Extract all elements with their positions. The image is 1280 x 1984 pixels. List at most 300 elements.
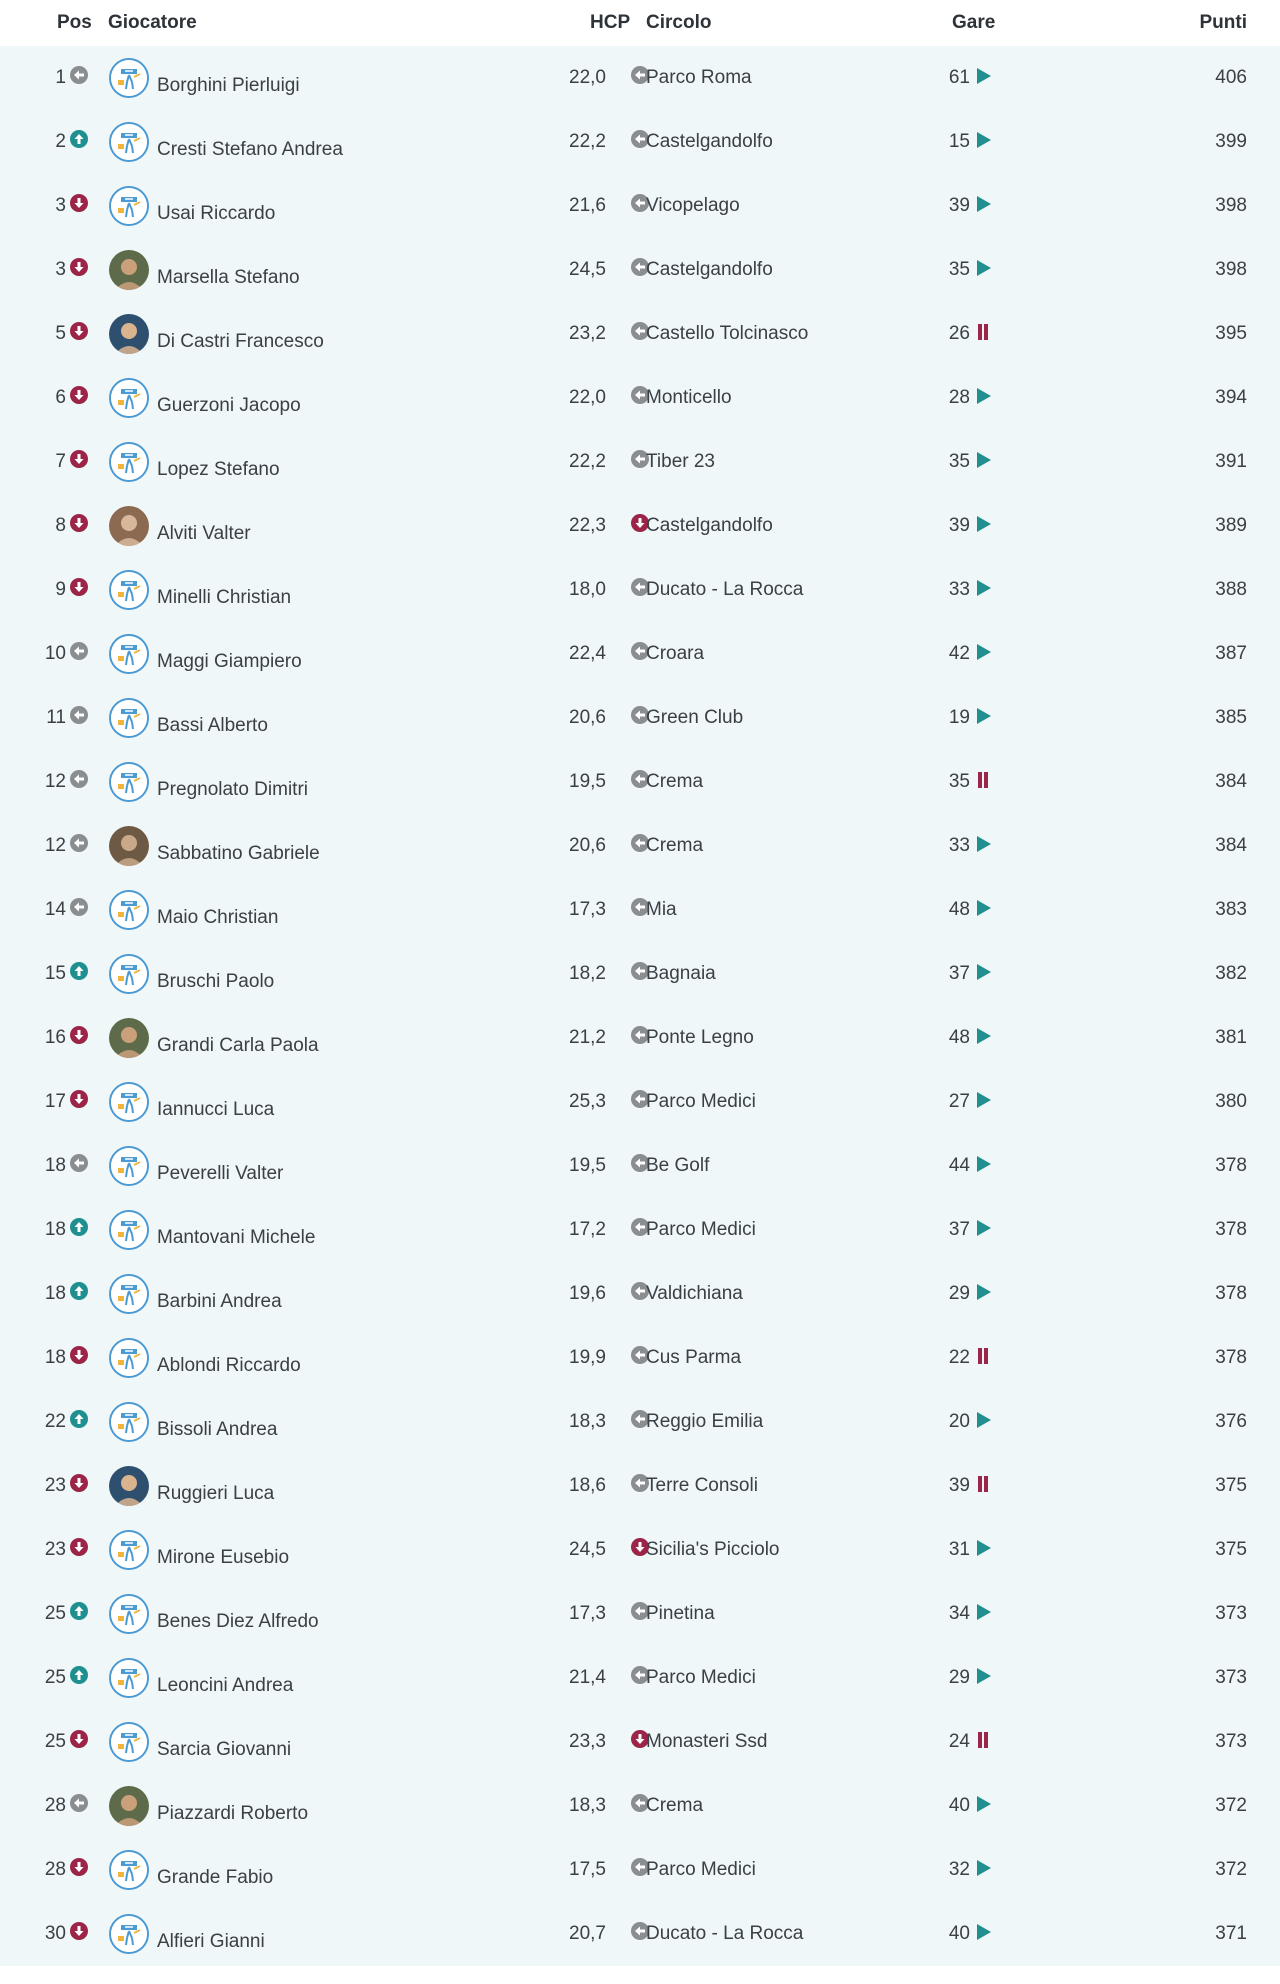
position-trend-icon	[70, 1154, 88, 1172]
row-gare: 39	[948, 515, 970, 536]
row-hcp: 22,4	[569, 643, 606, 664]
player-name[interactable]: Grande Fabio	[157, 1867, 274, 1888]
pause-icon[interactable]	[976, 1347, 990, 1365]
row-club: Pinetina	[646, 1603, 715, 1624]
row-points: 376	[1215, 1411, 1247, 1432]
avatar-logo[interactable]	[109, 1402, 149, 1442]
row-hcp: 24,5	[569, 1539, 606, 1560]
row-club: Crema	[646, 835, 704, 856]
row-hcp: 22,3	[569, 515, 606, 536]
row-position: 10	[44, 643, 66, 664]
row-position: 6	[55, 387, 66, 408]
row-gare: 37	[948, 1219, 970, 1240]
row-position: 17	[44, 1091, 66, 1112]
row-position: 25	[44, 1667, 66, 1688]
table-row[interactable]	[0, 1454, 1280, 1518]
play-icon[interactable]	[976, 259, 992, 277]
position-trend-icon	[70, 962, 88, 980]
play-icon[interactable]	[976, 707, 992, 725]
avatar-logo[interactable]	[109, 186, 149, 226]
row-club: Mia	[646, 899, 677, 920]
row-hcp: 18,3	[569, 1411, 606, 1432]
pause-icon[interactable]	[976, 1475, 990, 1493]
position-trend-icon	[70, 1282, 88, 1300]
avatar-logo[interactable]	[109, 1530, 149, 1570]
position-trend-icon	[70, 1858, 88, 1876]
row-position: 25	[44, 1603, 66, 1624]
avatar-logo[interactable]	[109, 634, 149, 674]
row-hcp: 17,3	[569, 899, 606, 920]
play-icon[interactable]	[976, 643, 992, 661]
row-hcp: 17,3	[569, 1603, 606, 1624]
row-club: Monasteri Ssd	[646, 1731, 768, 1752]
row-gare: 22	[948, 1347, 970, 1368]
header-gare[interactable]: Gare	[952, 12, 996, 33]
position-trend-icon	[70, 1346, 88, 1364]
row-club: Castello Tolcinasco	[646, 323, 809, 344]
table-row[interactable]	[0, 1710, 1280, 1774]
row-gare: 19	[948, 707, 970, 728]
play-icon[interactable]	[976, 1859, 992, 1877]
row-club: Be Golf	[646, 1155, 710, 1176]
row-gare: 39	[948, 195, 970, 216]
row-gare: 31	[948, 1539, 970, 1560]
row-position: 18	[44, 1155, 66, 1176]
player-name[interactable]: Peverelli Valter	[157, 1163, 284, 1184]
row-hcp: 21,4	[569, 1667, 606, 1688]
position-trend-icon	[70, 770, 88, 788]
play-icon[interactable]	[976, 963, 992, 981]
row-club: Castelgandolfo	[646, 259, 773, 280]
position-trend-icon	[70, 1794, 88, 1812]
row-points: 382	[1215, 963, 1247, 984]
row-points: 385	[1215, 707, 1247, 728]
row-club: Ducato - La Rocca	[646, 1923, 804, 1944]
avatar-logo[interactable]	[109, 890, 149, 930]
row-points: 378	[1215, 1347, 1247, 1368]
position-trend-icon	[70, 1538, 88, 1556]
row-points: 380	[1215, 1091, 1247, 1112]
row-club: Parco Medici	[646, 1667, 756, 1688]
play-icon[interactable]	[976, 1923, 992, 1941]
avatar-logo[interactable]	[109, 1210, 149, 1250]
play-icon[interactable]	[976, 387, 992, 405]
row-points: 378	[1215, 1219, 1247, 1240]
row-gare: 27	[948, 1091, 970, 1112]
avatar-logo[interactable]	[109, 1850, 149, 1890]
row-hcp: 24,5	[569, 259, 606, 280]
row-points: 372	[1215, 1795, 1247, 1816]
table-row[interactable]	[0, 622, 1280, 686]
position-trend-icon	[70, 1474, 88, 1492]
row-points: 375	[1215, 1475, 1247, 1496]
row-points: 391	[1215, 451, 1247, 472]
table-row[interactable]	[0, 1774, 1280, 1838]
play-icon[interactable]	[976, 1155, 992, 1173]
play-icon[interactable]	[976, 579, 992, 597]
row-position: 1	[55, 67, 66, 88]
row-points: 381	[1215, 1027, 1247, 1048]
avatar-photo[interactable]	[109, 506, 149, 546]
row-points: 384	[1215, 835, 1247, 856]
row-club: Bagnaia	[646, 963, 716, 984]
row-gare: 42	[948, 643, 970, 664]
table-row[interactable]	[0, 558, 1280, 622]
play-icon[interactable]	[976, 1027, 992, 1045]
table-row[interactable]	[0, 750, 1280, 814]
row-club: Tiber 23	[646, 451, 715, 472]
row-points: 372	[1215, 1859, 1247, 1880]
position-trend-icon	[70, 1218, 88, 1236]
header-pos[interactable]: Pos	[57, 12, 92, 33]
row-hcp: 23,2	[569, 323, 606, 344]
table-row[interactable]	[0, 366, 1280, 430]
table-row[interactable]	[0, 686, 1280, 750]
avatar-logo[interactable]	[109, 1338, 149, 1378]
table-row[interactable]	[0, 1134, 1280, 1198]
play-icon[interactable]	[976, 1539, 992, 1557]
row-position: 9	[55, 579, 66, 600]
position-trend-icon	[70, 66, 88, 84]
row-gare: 35	[948, 451, 970, 472]
table-row[interactable]	[0, 174, 1280, 238]
row-position: 12	[44, 835, 66, 856]
header-punti[interactable]: Punti	[1199, 12, 1247, 33]
row-club: Vicopelago	[646, 195, 740, 216]
row-hcp: 21,6	[569, 195, 606, 216]
player-name[interactable]: Mirone Eusebio	[157, 1547, 290, 1568]
row-position: 2	[55, 131, 66, 152]
play-icon[interactable]	[976, 195, 992, 213]
player-name[interactable]: Sabbatino Gabriele	[157, 843, 320, 864]
row-points: 373	[1215, 1731, 1247, 1752]
pause-icon[interactable]	[976, 771, 990, 789]
player-name[interactable]: Alviti Valter	[157, 523, 251, 544]
table-row[interactable]	[0, 878, 1280, 942]
player-name[interactable]: Sarcia Giovanni	[157, 1739, 292, 1760]
row-club: Sicilia's Picciolo	[646, 1539, 780, 1560]
player-name[interactable]: Benes Diez Alfredo	[157, 1611, 319, 1632]
row-gare: 48	[948, 1027, 970, 1048]
row-club: Monticello	[646, 387, 732, 408]
table-row[interactable]	[0, 1838, 1280, 1902]
row-hcp: 17,5	[569, 1859, 606, 1880]
row-gare: 37	[948, 963, 970, 984]
header-club[interactable]: Circolo	[646, 12, 712, 33]
row-points: 387	[1215, 643, 1247, 664]
row-hcp: 22,0	[569, 387, 606, 408]
row-hcp: 22,2	[569, 131, 606, 152]
table-row[interactable]	[0, 1518, 1280, 1582]
row-gare: 32	[948, 1859, 970, 1880]
row-club: Green Club	[646, 707, 744, 728]
avatar-logo[interactable]	[109, 122, 149, 162]
row-gare: 33	[948, 835, 970, 856]
avatar-logo[interactable]	[109, 1274, 149, 1314]
player-name[interactable]: Bruschi Paolo	[157, 971, 275, 992]
play-icon[interactable]	[976, 131, 992, 149]
row-gare: 39	[948, 1475, 970, 1496]
table-row[interactable]	[0, 1582, 1280, 1646]
avatar-logo[interactable]	[109, 442, 149, 482]
avatar-logo[interactable]	[109, 1914, 149, 1954]
row-points: 378	[1215, 1283, 1247, 1304]
player-name[interactable]: Alfieri Gianni	[157, 1931, 265, 1952]
table-row[interactable]	[0, 942, 1280, 1006]
player-name[interactable]: Bissoli Andrea	[157, 1419, 278, 1440]
row-hcp: 19,5	[569, 1155, 606, 1176]
player-name[interactable]: Maio Christian	[157, 907, 279, 928]
table-row[interactable]	[0, 1646, 1280, 1710]
row-club: Crema	[646, 1795, 704, 1816]
row-position: 18	[44, 1283, 66, 1304]
player-name[interactable]: Usai Riccardo	[157, 203, 276, 224]
table-row[interactable]	[0, 1390, 1280, 1454]
row-points: 373	[1215, 1667, 1247, 1688]
avatar-photo[interactable]	[109, 1466, 149, 1506]
row-points: 384	[1215, 771, 1247, 792]
avatar-photo[interactable]	[109, 1018, 149, 1058]
play-icon[interactable]	[976, 1603, 992, 1621]
player-name[interactable]: Ruggieri Luca	[157, 1483, 275, 1504]
row-gare: 40	[948, 1923, 970, 1944]
avatar-logo[interactable]	[109, 762, 149, 802]
play-icon[interactable]	[976, 835, 992, 853]
avatar-logo[interactable]	[109, 698, 149, 738]
row-points: 395	[1215, 323, 1247, 344]
avatar-logo[interactable]	[109, 570, 149, 610]
row-hcp: 25,3	[569, 1091, 606, 1112]
row-position: 15	[44, 963, 66, 984]
row-hcp: 18,6	[569, 1475, 606, 1496]
row-club: Castelgandolfo	[646, 131, 773, 152]
table-row[interactable]	[0, 238, 1280, 302]
row-club: Castelgandolfo	[646, 515, 773, 536]
avatar-photo[interactable]	[109, 826, 149, 866]
position-trend-icon	[70, 834, 88, 852]
row-position: 18	[44, 1347, 66, 1368]
table-header	[0, 0, 1280, 46]
row-points: 373	[1215, 1603, 1247, 1624]
row-gare: 44	[948, 1155, 970, 1176]
play-icon[interactable]	[976, 451, 992, 469]
avatar-photo[interactable]	[109, 314, 149, 354]
avatar-logo[interactable]	[109, 378, 149, 418]
player-name[interactable]: Guerzoni Jacopo	[157, 395, 301, 416]
play-icon[interactable]	[976, 1795, 992, 1813]
player-name[interactable]: Maggi Giampiero	[157, 651, 302, 672]
row-gare: 24	[948, 1731, 970, 1752]
row-points: 388	[1215, 579, 1247, 600]
row-hcp: 20,7	[569, 1923, 606, 1944]
row-points: 375	[1215, 1539, 1247, 1560]
row-position: 23	[44, 1539, 66, 1560]
table-row[interactable]	[0, 814, 1280, 878]
row-hcp: 21,2	[569, 1027, 606, 1048]
row-gare: 34	[948, 1603, 970, 1624]
row-club: Parco Medici	[646, 1219, 756, 1240]
position-trend-icon	[70, 258, 88, 276]
row-gare: 15	[948, 131, 970, 152]
row-club: Parco Roma	[646, 67, 752, 88]
row-points: 399	[1215, 131, 1247, 152]
player-name[interactable]: Marsella Stefano	[157, 267, 300, 288]
row-gare: 35	[948, 771, 970, 792]
row-club: Ducato - La Rocca	[646, 579, 804, 600]
row-gare: 40	[948, 1795, 970, 1816]
pause-icon[interactable]	[976, 323, 990, 341]
position-trend-icon	[70, 1666, 88, 1684]
player-name[interactable]: Grandi Carla Paola	[157, 1035, 319, 1056]
row-hcp: 20,6	[569, 707, 606, 728]
table-row[interactable]	[0, 302, 1280, 366]
player-name[interactable]: Leoncini Andrea	[157, 1675, 294, 1696]
row-position: 16	[44, 1027, 66, 1048]
row-gare: 48	[948, 899, 970, 920]
row-hcp: 17,2	[569, 1219, 606, 1240]
player-name[interactable]: Borghini Pierluigi	[157, 75, 300, 96]
position-trend-icon	[70, 1026, 88, 1044]
row-hcp: 18,2	[569, 963, 606, 984]
player-name[interactable]: Piazzardi Roberto	[157, 1803, 309, 1824]
play-icon[interactable]	[976, 1667, 992, 1685]
table-row[interactable]	[0, 46, 1280, 110]
row-position: 7	[55, 451, 66, 472]
play-icon[interactable]	[976, 1411, 992, 1429]
table-row[interactable]	[0, 1198, 1280, 1262]
avatar-logo[interactable]	[109, 1146, 149, 1186]
play-icon[interactable]	[976, 515, 992, 533]
row-club: Cus Parma	[646, 1347, 742, 1368]
row-club: Valdichiana	[646, 1283, 743, 1304]
position-trend-icon	[70, 642, 88, 660]
avatar-photo[interactable]	[109, 1786, 149, 1826]
position-trend-icon	[70, 130, 88, 148]
player-name[interactable]: Minelli Christian	[157, 587, 292, 608]
position-trend-icon	[70, 1602, 88, 1620]
row-gare: 26	[948, 323, 970, 344]
row-club: Croara	[646, 643, 705, 664]
row-position: 11	[46, 707, 66, 728]
row-position: 23	[44, 1475, 66, 1496]
table-row[interactable]	[0, 1006, 1280, 1070]
row-points: 383	[1215, 899, 1247, 920]
row-position: 22	[44, 1411, 66, 1432]
play-icon[interactable]	[976, 67, 992, 85]
player-name[interactable]: Mantovani Michele	[157, 1227, 316, 1248]
row-club: Crema	[646, 771, 704, 792]
row-position: 30	[44, 1923, 66, 1944]
table-row[interactable]	[0, 1902, 1280, 1966]
avatar-logo[interactable]	[109, 1082, 149, 1122]
row-club: Parco Medici	[646, 1859, 756, 1880]
row-points: 371	[1215, 1923, 1247, 1944]
row-gare: 33	[948, 579, 970, 600]
row-club: Terre Consoli	[646, 1475, 758, 1496]
header-hcp[interactable]: HCP	[590, 12, 631, 33]
position-trend-icon	[70, 450, 88, 468]
player-name[interactable]: Iannucci Luca	[157, 1099, 275, 1120]
avatar-logo[interactable]	[109, 1722, 149, 1762]
player-name[interactable]: Ablondi Riccardo	[157, 1355, 301, 1376]
table-row[interactable]	[0, 1070, 1280, 1134]
row-position: 8	[55, 515, 66, 536]
row-hcp: 22,2	[569, 451, 606, 472]
row-position: 3	[55, 259, 66, 280]
row-position: 18	[44, 1219, 66, 1240]
row-points: 378	[1215, 1155, 1247, 1176]
table-row[interactable]	[0, 1326, 1280, 1390]
position-trend-icon	[70, 1090, 88, 1108]
player-name[interactable]: Lopez Stefano	[157, 459, 280, 480]
row-hcp: 19,9	[569, 1347, 606, 1368]
player-name[interactable]: Pregnolato Dimitri	[157, 779, 308, 800]
player-name[interactable]: Barbini Andrea	[157, 1291, 282, 1312]
play-icon[interactable]	[976, 899, 992, 917]
position-trend-icon	[70, 514, 88, 532]
pause-icon[interactable]	[976, 1731, 990, 1749]
row-hcp: 18,3	[569, 1795, 606, 1816]
row-position: 28	[44, 1795, 66, 1816]
row-position: 5	[55, 323, 66, 344]
row-position: 3	[55, 195, 66, 216]
play-icon[interactable]	[976, 1283, 992, 1301]
row-position: 14	[44, 899, 66, 920]
row-position: 12	[44, 771, 66, 792]
play-icon[interactable]	[976, 1219, 992, 1237]
avatar-photo[interactable]	[109, 250, 149, 290]
player-name[interactable]: Di Castri Francesco	[157, 331, 324, 352]
row-gare: 61	[948, 67, 970, 88]
position-trend-icon	[70, 706, 88, 724]
position-trend-icon	[70, 1730, 88, 1748]
row-points: 406	[1215, 67, 1247, 88]
player-name[interactable]: Cresti Stefano Andrea	[157, 139, 343, 160]
row-gare: 29	[948, 1283, 970, 1304]
avatar-logo[interactable]	[109, 1594, 149, 1634]
table-row[interactable]	[0, 1262, 1280, 1326]
position-trend-icon	[70, 1410, 88, 1428]
table-row[interactable]	[0, 494, 1280, 558]
row-points: 389	[1215, 515, 1247, 536]
position-trend-icon	[70, 578, 88, 596]
avatar-logo[interactable]	[109, 954, 149, 994]
position-trend-icon	[70, 1922, 88, 1940]
position-trend-icon	[70, 898, 88, 916]
row-points: 398	[1215, 259, 1247, 280]
row-hcp: 18,0	[569, 579, 606, 600]
play-icon[interactable]	[976, 1091, 992, 1109]
row-club: Reggio Emilia	[646, 1411, 764, 1432]
player-name[interactable]: Bassi Alberto	[157, 715, 268, 736]
row-points: 394	[1215, 387, 1247, 408]
position-trend-icon	[70, 322, 88, 340]
table-row[interactable]	[0, 110, 1280, 174]
row-gare: 20	[948, 1411, 970, 1432]
avatar-logo[interactable]	[109, 58, 149, 98]
row-hcp: 19,6	[569, 1283, 606, 1304]
row-club: Ponte Legno	[646, 1027, 754, 1048]
row-hcp: 19,5	[569, 771, 606, 792]
avatar-logo[interactable]	[109, 1658, 149, 1698]
row-position: 28	[44, 1859, 66, 1880]
position-trend-icon	[70, 386, 88, 404]
position-trend-icon	[70, 194, 88, 212]
table-row[interactable]	[0, 430, 1280, 494]
header-player[interactable]: Giocatore	[108, 12, 197, 33]
row-points: 398	[1215, 195, 1247, 216]
row-gare: 35	[948, 259, 970, 280]
